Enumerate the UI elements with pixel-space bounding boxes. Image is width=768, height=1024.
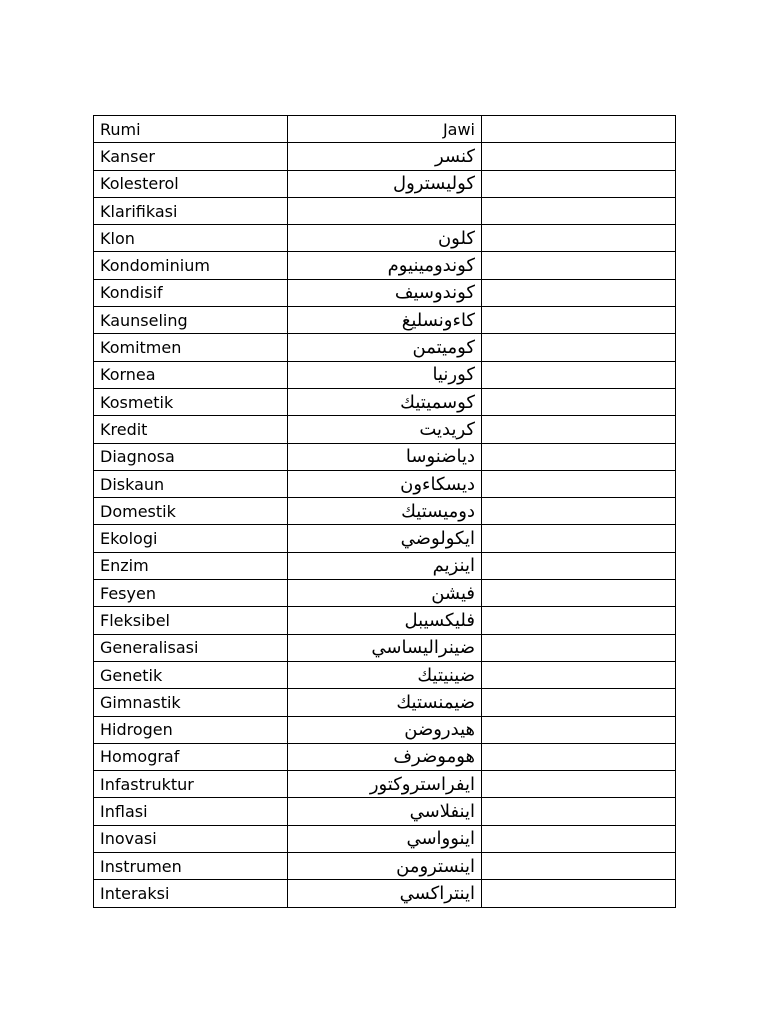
empty-cell xyxy=(482,443,676,470)
jawi-cell: اينفلاسي xyxy=(288,798,482,825)
empty-cell xyxy=(482,661,676,688)
table-row xyxy=(94,825,676,852)
jawi-cell: هوموضرف xyxy=(288,743,482,770)
table-row xyxy=(94,197,676,224)
rumi-cell: Kosmetik xyxy=(94,388,288,415)
rumi-cell: Diskaun xyxy=(94,470,288,497)
rumi-cell: Gimnastik xyxy=(94,689,288,716)
table-row xyxy=(94,443,676,470)
rumi-cell: Inflasi xyxy=(94,798,288,825)
jawi-cell: اينوواسي xyxy=(288,825,482,852)
jawi-cell: فيشن xyxy=(288,580,482,607)
jawi-cell xyxy=(288,197,482,224)
header-extra xyxy=(482,116,676,143)
empty-cell xyxy=(482,825,676,852)
rumi-cell: Kondisif xyxy=(94,279,288,306)
rumi-cell: Enzim xyxy=(94,552,288,579)
empty-cell xyxy=(482,498,676,525)
rumi-cell: Genetik xyxy=(94,661,288,688)
table-row xyxy=(94,307,676,334)
jawi-cell: كوليسترول xyxy=(288,170,482,197)
rumi-cell: Fleksibel xyxy=(94,607,288,634)
header-rumi: Rumi xyxy=(94,116,288,143)
rumi-cell: Kanser xyxy=(94,143,288,170)
empty-cell xyxy=(482,798,676,825)
rumi-cell: Interaksi xyxy=(94,880,288,907)
table-row xyxy=(94,252,676,279)
rumi-jawi-table xyxy=(93,115,676,908)
empty-cell xyxy=(482,416,676,443)
rumi-cell: Domestik xyxy=(94,498,288,525)
empty-cell xyxy=(482,170,676,197)
table-row xyxy=(94,525,676,552)
jawi-cell: ديسكاءون xyxy=(288,470,482,497)
empty-cell xyxy=(482,880,676,907)
table-row xyxy=(94,416,676,443)
table-row xyxy=(94,143,676,170)
empty-cell xyxy=(482,361,676,388)
table-row xyxy=(94,607,676,634)
rumi-cell: Klon xyxy=(94,225,288,252)
table-row xyxy=(94,498,676,525)
empty-cell xyxy=(482,607,676,634)
table-body xyxy=(94,116,676,908)
table-row xyxy=(94,225,676,252)
empty-cell xyxy=(482,279,676,306)
jawi-cell: ايكولوضي xyxy=(288,525,482,552)
table-row xyxy=(94,388,676,415)
rumi-cell: Klarifikasi xyxy=(94,197,288,224)
jawi-cell: اينزيم xyxy=(288,552,482,579)
jawi-cell: كوسميتيك xyxy=(288,388,482,415)
table-row xyxy=(94,798,676,825)
jawi-cell: كاءونسليغ xyxy=(288,307,482,334)
table-row xyxy=(94,743,676,770)
jawi-cell: اينتراكسي xyxy=(288,880,482,907)
table-row xyxy=(94,716,676,743)
empty-cell xyxy=(482,334,676,361)
rumi-cell: Kolesterol xyxy=(94,170,288,197)
table-row xyxy=(94,771,676,798)
jawi-cell: ضينيتيك xyxy=(288,661,482,688)
empty-cell xyxy=(482,634,676,661)
rumi-cell: Kornea xyxy=(94,361,288,388)
table-row xyxy=(94,634,676,661)
empty-cell xyxy=(482,307,676,334)
jawi-cell: كورنيا xyxy=(288,361,482,388)
rumi-cell: Diagnosa xyxy=(94,443,288,470)
jawi-cell: دوميستيك xyxy=(288,498,482,525)
rumi-cell: Komitmen xyxy=(94,334,288,361)
table-row xyxy=(94,279,676,306)
empty-cell xyxy=(482,470,676,497)
rumi-cell: Generalisasi xyxy=(94,634,288,661)
jawi-cell: كلون xyxy=(288,225,482,252)
rumi-cell: Homograf xyxy=(94,743,288,770)
jawi-cell: ضيمنستيك xyxy=(288,689,482,716)
rumi-cell: Infastruktur xyxy=(94,771,288,798)
table-row xyxy=(94,853,676,880)
empty-cell xyxy=(482,525,676,552)
jawi-cell: كوندوسيف xyxy=(288,279,482,306)
rumi-cell: Fesyen xyxy=(94,580,288,607)
jawi-cell: ايفراستروكتور xyxy=(288,771,482,798)
jawi-cell: هيدروضن xyxy=(288,716,482,743)
table-header-row xyxy=(94,116,676,143)
jawi-cell: كوميتمن xyxy=(288,334,482,361)
empty-cell xyxy=(482,743,676,770)
empty-cell xyxy=(482,689,676,716)
table-row xyxy=(94,170,676,197)
rumi-cell: Kredit xyxy=(94,416,288,443)
rumi-cell: Hidrogen xyxy=(94,716,288,743)
rumi-cell: Inovasi xyxy=(94,825,288,852)
empty-cell xyxy=(482,853,676,880)
empty-cell xyxy=(482,197,676,224)
table-row xyxy=(94,661,676,688)
jawi-cell: كريديت xyxy=(288,416,482,443)
table-row xyxy=(94,552,676,579)
jawi-cell: فليكسيبل xyxy=(288,607,482,634)
jawi-cell: دياضنوسا xyxy=(288,443,482,470)
empty-cell xyxy=(482,580,676,607)
table-row xyxy=(94,580,676,607)
empty-cell xyxy=(482,252,676,279)
jawi-cell: كوندومينيوم xyxy=(288,252,482,279)
empty-cell xyxy=(482,143,676,170)
empty-cell xyxy=(482,388,676,415)
table-row xyxy=(94,361,676,388)
empty-cell xyxy=(482,225,676,252)
table-row xyxy=(94,334,676,361)
table-row xyxy=(94,689,676,716)
empty-cell xyxy=(482,716,676,743)
rumi-cell: Ekologi xyxy=(94,525,288,552)
jawi-cell: اينسترومن xyxy=(288,853,482,880)
jawi-cell: ضينراليساسي xyxy=(288,634,482,661)
table-row xyxy=(94,880,676,907)
empty-cell xyxy=(482,771,676,798)
rumi-cell: Kaunseling xyxy=(94,307,288,334)
rumi-cell: Instrumen xyxy=(94,853,288,880)
empty-cell xyxy=(482,552,676,579)
jawi-cell: كنسر xyxy=(288,143,482,170)
header-jawi: Jawi xyxy=(288,116,482,143)
table-row xyxy=(94,470,676,497)
rumi-cell: Kondominium xyxy=(94,252,288,279)
